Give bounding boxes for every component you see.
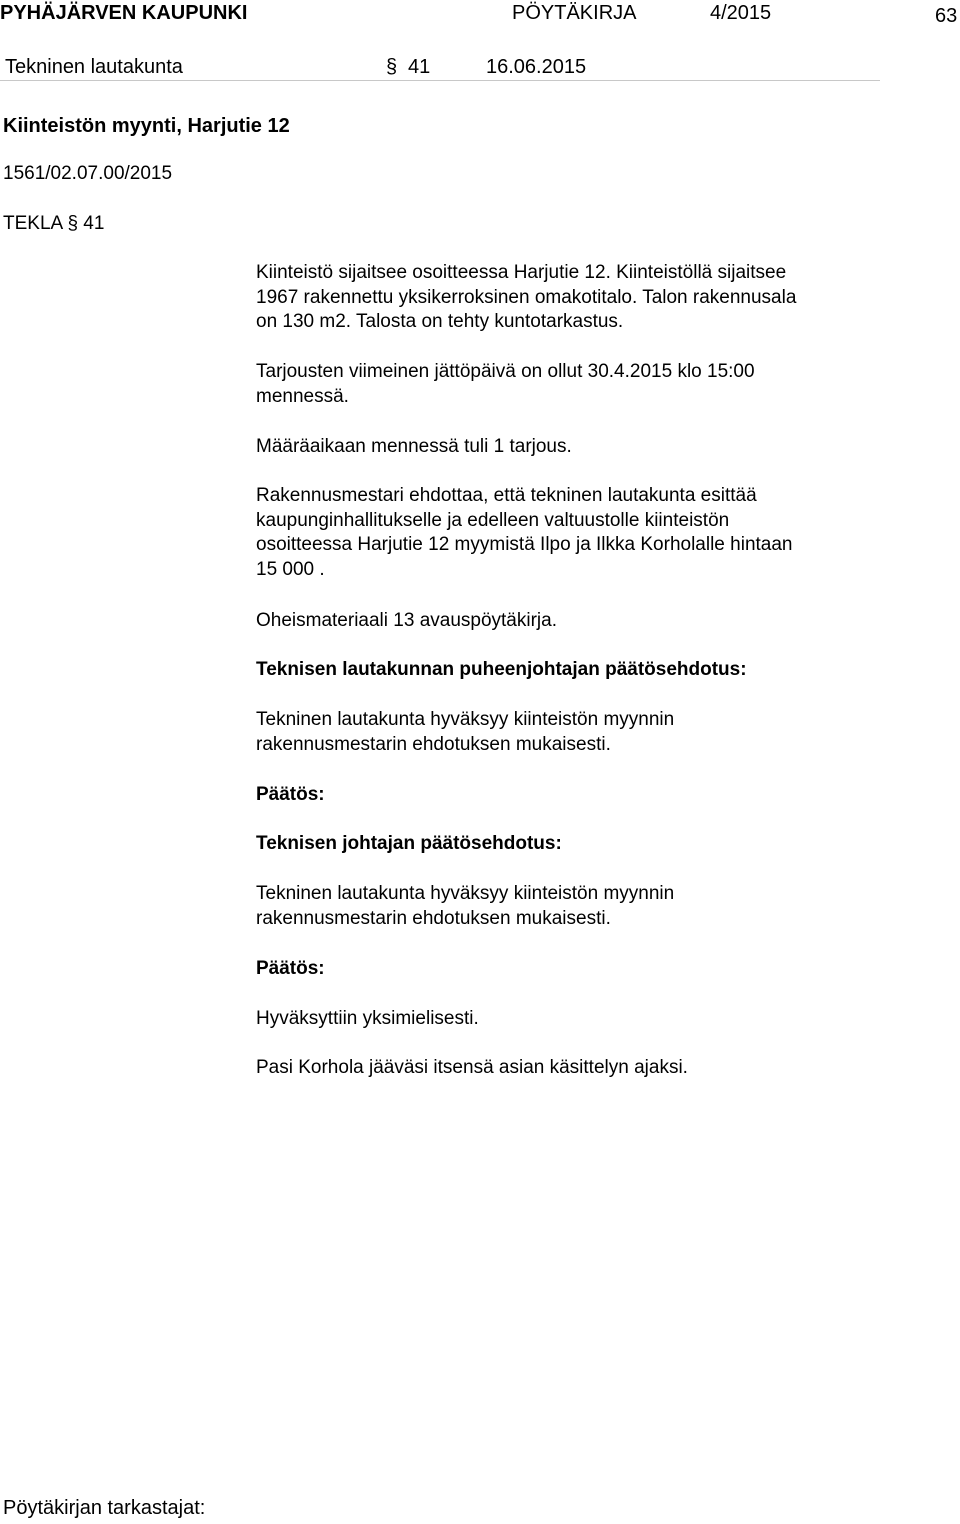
text-line: Tarjousten viimeinen jättöpäivä on ollut 30.4.2015 klo 15:00 (256, 361, 755, 382)
section-number: 41 (408, 56, 431, 78)
disqualification-note (256, 1056, 688, 1081)
section-symbol: § (386, 56, 398, 78)
text-line: Tekninen lautakunta hyväksyy kiinteistön myynnin (256, 709, 675, 730)
text-line: Hyväksyttiin yksimielisesti. (256, 1008, 479, 1029)
decision-heading-2 (256, 957, 325, 982)
board-name: Tekninen lautakunta (5, 56, 183, 78)
heading-text: Päätös: (256, 784, 325, 805)
meeting-date: 16.06.2015 (486, 56, 587, 78)
text-line: 1967 rakennettu yksikerroksinen omakotitalo. Talon rakennusala (256, 286, 797, 308)
decision-heading-1 (256, 783, 325, 808)
city-name: PYHÄJÄRVEN KAUPUNKI (0, 2, 248, 24)
text-line: Oheismateriaali 13 avauspöytäkirja. (256, 610, 557, 631)
header-divider (0, 80, 880, 81)
text-line: 15 000 . (256, 558, 325, 580)
decision-text (256, 1007, 479, 1032)
heading-text: Teknisen johtajan päätösehdotus: (256, 833, 562, 854)
reference-number: 41 (83, 213, 105, 234)
text-line: Rakennusmestari ehdottaa, että tekninen lautakunta esittää (256, 485, 757, 506)
director-proposal-heading (256, 832, 562, 857)
text-line: on 130 m2. Talosta on tehty kuntotarkastus. (256, 311, 624, 332)
page-number: 63 (935, 5, 958, 27)
attachment-note (256, 609, 557, 634)
text-line: Kiinteistö sijaitsee osoitteessa Harjutie 12. Kiinteistöllä sijaitsee (256, 262, 787, 283)
property-description (256, 261, 796, 335)
chair-proposal-heading (256, 658, 747, 683)
text-line: osoitteessa Harjutie 12 myymistä Ilpo ja Ilkka Korholalle hintaan (256, 534, 793, 555)
chair-proposal-text (256, 708, 674, 757)
item-title: Kiinteistön myynti, Harjutie 12 (3, 115, 290, 137)
text-line: Pasi Korhola jääväsi itsensä asian käsittelyn ajaksi. (256, 1057, 688, 1078)
reviewers-label: Pöytäkirjan tarkastajat: (3, 1497, 206, 1519)
reference-board: TEKLA (3, 213, 63, 234)
text-line: rakennusmestarin ehdotuksen mukaisesti. (256, 907, 611, 929)
offer-count (256, 435, 572, 460)
reference-symbol: § (67, 213, 79, 234)
master-builder-proposal (256, 484, 793, 582)
reference-label (3, 212, 104, 236)
record-number: 1561/02.07.00/2015 (3, 163, 173, 184)
document-type: PÖYTÄKIRJA (512, 2, 637, 24)
director-proposal-text (256, 882, 674, 931)
text-line: Määräaikaan mennessä tuli 1 tarjous. (256, 436, 572, 457)
text-line: kaupunginhallitukselle ja edelleen valtuustolle kiinteistön (256, 509, 730, 531)
text-line: Tekninen lautakunta hyväksyy kiinteistön myynnin (256, 883, 675, 904)
heading-text: Päätös: (256, 958, 325, 979)
issue-number: 4/2015 (710, 2, 772, 24)
heading-text: Teknisen lautakunnan puheenjohtajan päätösehdotus: (256, 659, 747, 680)
text-line: mennessä. (256, 385, 349, 407)
offer-deadline (256, 360, 755, 409)
text-line: rakennusmestarin ehdotuksen mukaisesti. (256, 733, 611, 755)
